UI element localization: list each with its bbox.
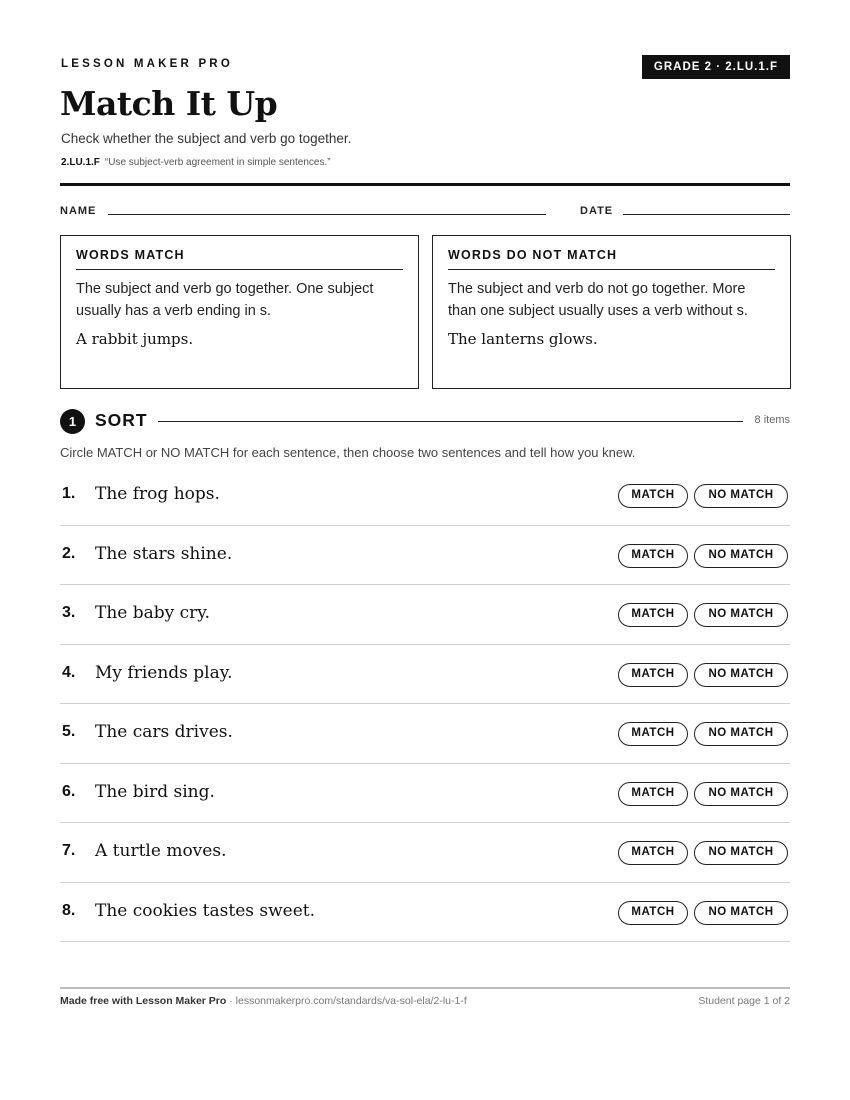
standard-text: “Use subject-verb agreement in simple sentences.” [104,157,331,168]
no-match-choice[interactable]: NO MATCH [694,544,788,568]
no-match-choice[interactable]: NO MATCH [694,603,788,627]
match-choice[interactable]: MATCH [618,603,688,627]
standard-code: 2.LU.1.F [61,157,100,168]
section-title: SORT [95,410,148,430]
page-subtitle: Check whether the subject and verb go together. [61,131,352,146]
item-number: 1. [62,485,76,502]
item-number: 7. [62,842,76,859]
no-match-choice[interactable]: NO MATCH [694,722,788,746]
rule-box-match [60,235,419,389]
date-field-line[interactable] [623,214,790,215]
no-match-choice[interactable]: NO MATCH [694,663,788,687]
item-sentence: The cars drives. [95,722,233,742]
item-number: 5. [62,723,76,740]
sentence-item [60,645,790,705]
grade-badge: GRADE 2 · 2.LU.1.F [642,55,790,79]
sentence-item [60,883,790,943]
item-sentence: A turtle moves. [95,841,227,861]
date-label: DATE [580,205,614,217]
page-title: Match It Up [60,84,278,123]
match-choice[interactable]: MATCH [618,663,688,687]
sentence-item [60,823,790,883]
header-divider [60,183,790,186]
footer-divider [60,987,790,989]
item-sentence: The bird sing. [95,781,215,802]
match-choice[interactable]: MATCH [618,544,688,568]
sentence-item [60,704,790,764]
no-match-choice[interactable]: NO MATCH [694,901,788,925]
sentence-item [60,585,790,645]
rule-box-heading: WORDS DO NOT MATCH [448,248,775,270]
section-divider [158,421,743,422]
item-sentence: My friends play. [95,662,233,683]
rule-box-example: A rabbit jumps. [76,330,194,348]
item-sentence: The baby cry. [95,603,211,623]
item-number: 4. [62,663,76,681]
sentence-item [60,526,790,586]
rule-box-heading: WORDS MATCH [76,248,403,270]
item-number: 8. [62,901,76,919]
rule-box-description: The subject and verb go together. One subject usually has a verb ending in s. [76,281,374,319]
brand-label: LESSON MAKER PRO [61,58,233,70]
name-field-line[interactable] [108,214,546,215]
item-count: 8 items [754,414,790,426]
item-number: 6. [62,782,76,800]
sentence-list [60,466,790,942]
section-instructions: Circle MATCH or NO MATCH for each sentence, then choose two sentences and tell how you knew. [60,445,636,460]
match-choice[interactable]: MATCH [618,782,688,806]
page-indicator: Student page 1 of 2 [698,995,790,1007]
match-choice[interactable]: MATCH [618,901,688,925]
match-choice[interactable]: MATCH [618,722,688,746]
item-sentence: The stars shine. [95,543,233,564]
item-number: 2. [62,544,76,562]
footer-url[interactable]: lessonmakerpro.com/standards/va-sol-ela/2-lu-1-f [235,995,467,1007]
item-number: 3. [62,604,76,621]
standard-line [61,157,331,168]
item-sentence: The frog hops. [95,484,220,504]
footer-credit [60,995,467,1007]
footer-made-with: Made free with Lesson Maker Pro [60,995,227,1007]
no-match-choice[interactable]: NO MATCH [694,484,788,508]
rule-box-example: The lanterns glows. [448,330,598,348]
footer-separator: · [226,995,236,1007]
sentence-item [60,764,790,824]
no-match-choice[interactable]: NO MATCH [694,841,788,865]
rule-box-description: The subject and verb do not go together. More than one subject usually uses a verb without s. [448,281,748,319]
rule-box-no-match [432,235,791,389]
sentence-item [60,466,790,526]
match-choice[interactable]: MATCH [618,841,688,865]
item-sentence: The cookies tastes sweet. [95,900,316,921]
no-match-choice[interactable]: NO MATCH [694,782,788,806]
name-label: NAME [60,205,97,217]
section-number-badge: 1 [60,409,85,434]
match-choice[interactable]: MATCH [618,484,688,508]
